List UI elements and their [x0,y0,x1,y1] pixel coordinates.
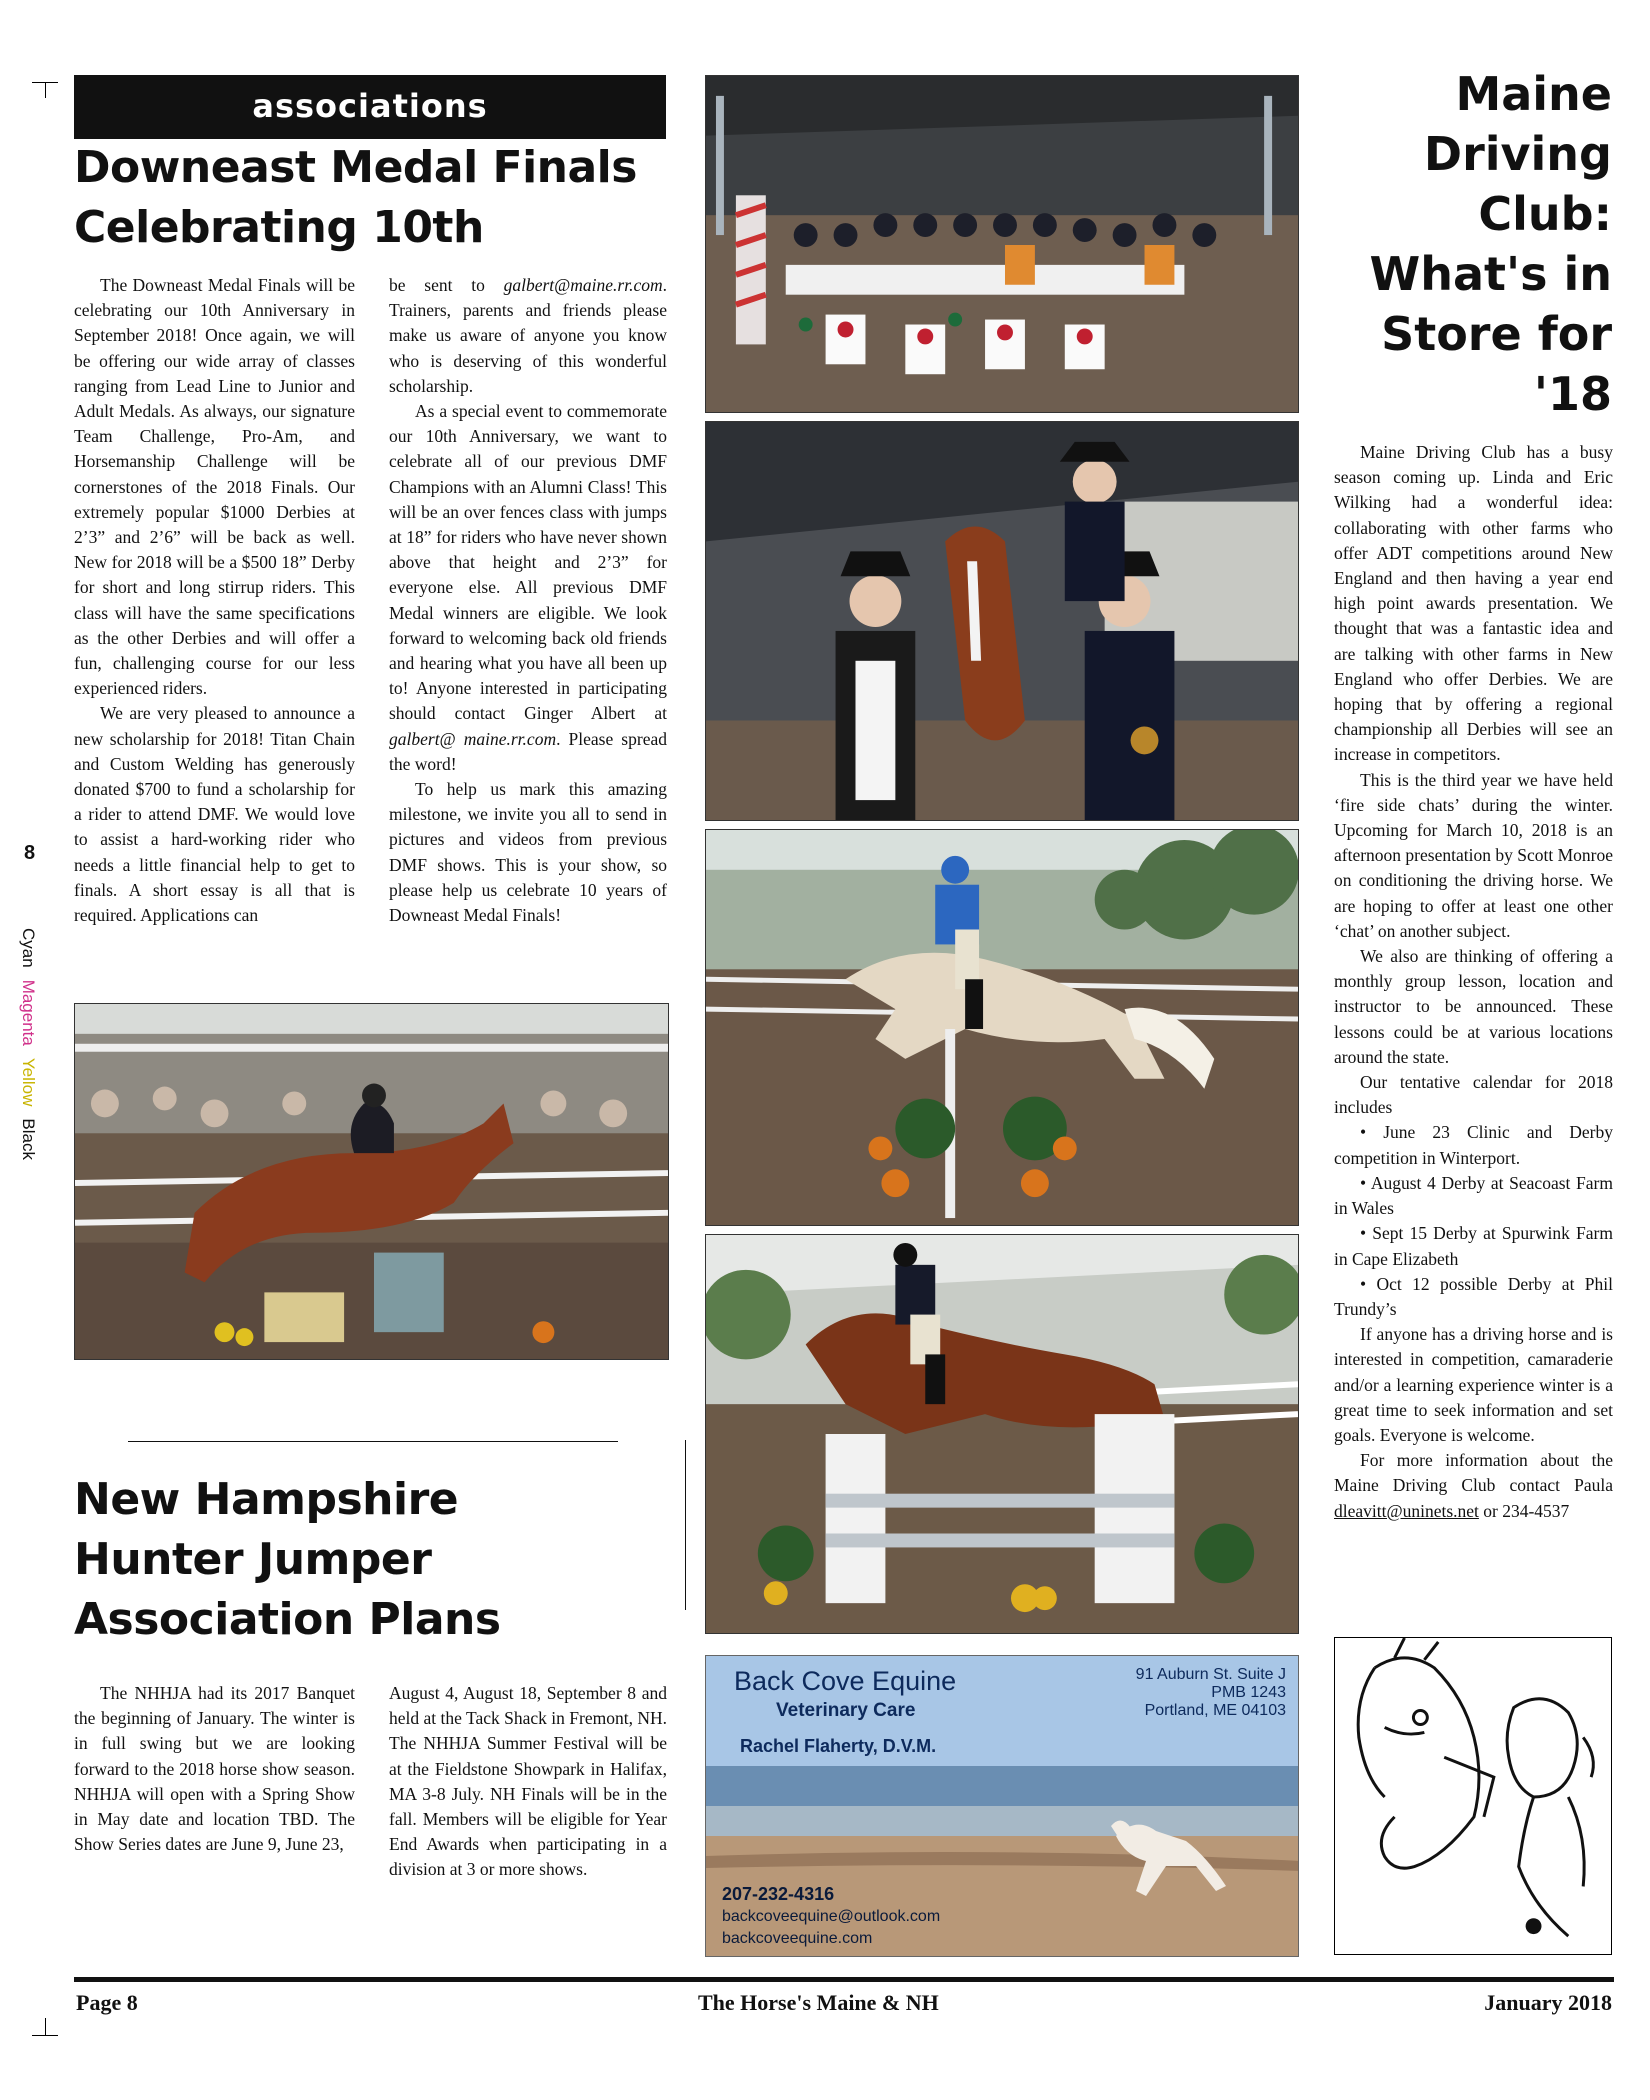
article2-paragraph: August 4, August 18, September 8 and held at the Tack Shack in Fremont, NH. The NHHJA Summer Festival will be at the Fieldstone Showpark in Halifax, MA 3-8 July. NH Finals will be in the fall. Members will be eligible for Year End Awards when participating in a division at 3 or more shows. [389,1683,667,1880]
color-yellow: Yellow [19,1057,38,1107]
article1-paragraph: be sent to galbert@maine.rr.com. Trainers, parents and friends please make us aware of anyone you know who is deserving of this wonderful scholarship. [389,275,667,396]
article3-paragraph: Maine Driving Club has a busy season coming up. Linda and Eric Wilking had a wonderful idea: collaborating with other farms who offer ADT competitions around New England and then having a year end high point awards presentation. We thought that was a fantastic idea and are talking with other farms in New England who offer Derbies. We are hoping that by offering a regional championship all Derbies will see an increase in competitors. [1334,442,1613,765]
color-registration-bar [18,928,38,1172]
article2-column2 [389,1681,667,1883]
article1-paragraph: To help us mark this amazing milestone, we invite you all to send in pictures and videos from previous DMF shows. This is your show, so please help us celebrate 10 years of Downeast Medal Finals! [389,779,667,926]
article1-paragraph: The Downeast Medal Finals will be celebrating our 10th Anniversary in September 2018! Once again, we will be offering our wide array of classes ranging from Lead Line to Junior and Adult Medals. As always, our signature Team Challenge, Pro-Am, and Horsemanship Challenge will be cornerstones of the 2018 Finals. Our extremely popular $1000 Derbies at 2’3” and 2’6” will be back as well. New for 2018 will be a $500 18” Derby for short and long stirrup riders. This class will have the same specifications as the other Derbies and will offer a fun, challenging course for our less experienced riders. [74,275,355,699]
calendar-item: • Oct 12 possible Derby at Phil Trundy’s [1334,1273,1613,1319]
calendar-item: • August 4 Derby at Seacoast Farm in Wales [1334,1172,1613,1219]
color-black: Black [19,1118,38,1160]
footer-page-number: Page 8 [76,1990,138,2015]
ad-email[interactable]: backcoveequine@outlook.com [722,1908,941,1925]
article1-column1 [74,273,355,928]
article3-column [1334,440,1613,1524]
calendar-item: • Sept 15 Derby at Spurwink Farm in Cape Elizabeth [1334,1223,1613,1269]
article1-paragraph: As a special event to commemorate our 10th Anniversary, we want to celebrate all of our previous DMF Champions with an Alumni Class! This will be an over fences class with jumps at 18” for riders who have never shown above that height and 2’3” for everyone else. All previous DMF Medal winners are eligible. We look forward to welcoming back old friends and hearing what you have all been up to! Anyone interested in participating should contact Ginger Albert at galbert@ maine.rr.com. Please spread the word! [389,401,667,774]
footer-date: January 2018 [1484,1990,1612,2015]
footer-publication: The Horse's Maine & NH [698,1990,939,2015]
footer-rule [74,1977,1614,1982]
color-cyan: Cyan [19,928,38,968]
article3-headline: Maine Driving Club: What's in Store for '18 [1369,67,1612,421]
article1-paragraph: We are very pleased to announce a new scholarship for 2018! Titan Chain and Custom Welding has generously donated $700 to fund a scholarship for a rider to attend DMF. We would love to assist a hard-working rider who needs a little financial help to get to finals. A short essay is all that is required. Applications can [74,703,355,926]
article3-paragraph: If anyone has a driving horse and is interested in competition, camaraderie and/or a learning experience winter is a great time to seek information and set goals. Everyone is welcome. [1334,1324,1613,1445]
color-magenta: Magenta [19,979,38,1046]
section-banner: associations [74,75,666,139]
calendar-item: • June 23 Clinic and Derby competition in Winterport. [1334,1122,1613,1168]
contact-email-link[interactable]: galbert@ maine.rr.com [389,728,557,749]
photo-group-winners [705,75,1299,413]
photo-pirate-riders [705,421,1299,821]
article2-headline: New Hampshire Hunter Jumper Association Plans [74,1474,501,1645]
photo-rider-chestnut-jump [74,1003,669,1360]
scholarship-email-link[interactable]: galbert@maine.rr.com [503,275,663,295]
driving-club-email-link[interactable]: dleavitt@uninets.net [1334,1500,1479,1521]
illustration-horse-and-girl [1334,1637,1612,1955]
column-divider [685,1440,686,1610]
ad-doctor: Rachel Flaherty, D.V.M. [740,1736,937,1756]
article3-paragraph: This is the third year we have held ‘fire side chats’ during the winter. Upcoming for March 10, 2018 is an afternoon presentation by Scott Monroe on conditioning the driving horse. We are hoping to offer at least one other ‘chat’ on another subject. [1334,769,1613,941]
article3-paragraph: Our tentative calendar for 2018 includes [1334,1072,1613,1118]
article3-paragraph: For more information about the Maine Driving Club contact Paula dleavitt@uninets.net or 234-4537 [1334,1450,1613,1521]
article1-column2 [389,273,667,928]
side-page-number: 8 [24,842,36,864]
ad-website[interactable]: backcoveequine.com [722,1930,873,1947]
photo-bay-horse-jump [705,1234,1299,1634]
divider-rule [128,1441,618,1442]
photo-pony-jump-blue [705,829,1299,1226]
article3-paragraph: We also are thinking of offering a monthly group lesson, location and instructor to be announced. These lessons could be at various locations around the state. [1334,946,1613,1067]
ad-subtitle: Veterinary Care [776,1700,916,1721]
ad-back-cove-equine[interactable] [705,1655,1299,1957]
article2-paragraph: The NHHJA had its 2017 Banquet the beginning of January. The winter is in full swing but we are looking forward to the 2018 horse show season. NHHJA will open with a Spring Show in May date and location TBD. The Show Series dates are June 9, June 23, [74,1683,355,1855]
ad-phone[interactable]: 207-232-4316 [722,1884,835,1904]
article1-headline: Downeast Medal Finals Celebrating 10th [74,142,637,253]
ad-business-name: Back Cove Equine [734,1666,957,1696]
ad-address: 91 Auburn St. Suite J PMB 1243 Portland, ME 04103 [1135,1666,1286,1719]
article2-column1 [74,1681,355,1857]
